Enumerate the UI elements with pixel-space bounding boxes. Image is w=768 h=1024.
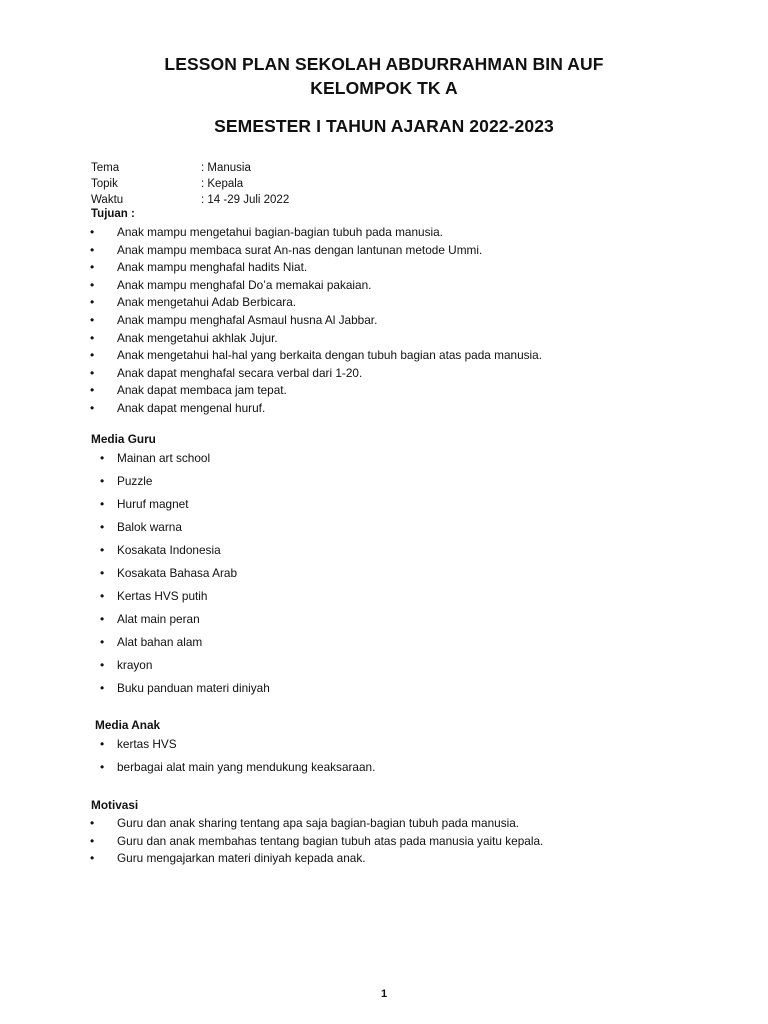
meta-value: : 14 -29 Juli 2022 [201, 194, 290, 206]
media-guru-heading: Media Guru [91, 432, 156, 446]
list-item: • Anak mampu menghafal hadits Niat. [117, 259, 542, 277]
meta-key: Topik [91, 178, 118, 190]
meta-row-tema [91, 160, 289, 176]
media-guru-list [117, 449, 270, 702]
list-item: • Anak dapat mengenal huruf. [117, 400, 542, 418]
list-item: • Puzzle [117, 472, 270, 495]
list-item: • Huruf magnet [117, 495, 270, 518]
list-item: • Balok warna [117, 518, 270, 541]
motivasi-list [117, 815, 543, 868]
tujuan-list [117, 224, 542, 418]
list-item: • Anak mengetahui hal-hal yang berkaita dengan tubuh bagian atas pada manusia. [117, 347, 542, 365]
media-anak-list [117, 735, 375, 781]
lesson-meta [91, 160, 289, 208]
list-item: • Alat main peran [117, 610, 270, 633]
title-line-group: KELOMPOK TK A [310, 78, 458, 98]
media-anak-heading: Media Anak [95, 718, 161, 732]
meta-row-topik [91, 176, 289, 192]
list-item: • Anak dapat membaca jam tepat. [117, 382, 542, 400]
list-item: • Anak mampu membaca surat An-nas dengan lantunan metode Ummi. [117, 242, 542, 260]
list-item: • Guru dan anak membahas tentang bagian tubuh atas pada manusia yaitu kepala. [117, 833, 543, 851]
document-title [0, 52, 768, 138]
list-item: • Mainan art school [117, 449, 270, 472]
page-number: 1 [380, 988, 388, 1000]
list-item: • Kertas HVS putih [117, 587, 270, 610]
list-item: • kertas HVS [117, 735, 375, 758]
list-item: • berbagai alat main yang mendukung keaksaraan. [117, 758, 375, 781]
list-item: • Anak mampu mengetahui bagian-bagian tubuh pada manusia. [117, 224, 542, 242]
list-item: • Guru dan anak sharing tentang apa saja bagian-bagian tubuh pada manusia. [117, 815, 543, 833]
title-line-school: LESSON PLAN SEKOLAH ABDURRAHMAN BIN AUF [164, 54, 604, 74]
list-item: • Anak mampu menghafal Do’a memakai pakaian. [117, 277, 542, 295]
motivasi-heading: Motivasi [91, 798, 139, 812]
list-item: • Anak mengetahui Adab Berbicara. [117, 294, 542, 312]
list-item: • krayon [117, 656, 270, 679]
list-item: • Kosakata Indonesia [117, 541, 270, 564]
list-item: • Kosakata Bahasa Arab [117, 564, 270, 587]
tujuan-heading: Tujuan : [91, 208, 135, 220]
list-item: • Buku panduan materi diniyah [117, 679, 270, 702]
meta-value: : Manusia [201, 162, 251, 174]
list-item: • Anak dapat menghafal secara verbal dari 1-20. [117, 365, 542, 383]
meta-row-waktu [91, 192, 289, 208]
list-item: • Anak mengetahui akhlak Jujur. [117, 330, 542, 348]
list-item: • Alat bahan alam [117, 633, 270, 656]
meta-key: Waktu [91, 194, 124, 206]
list-item: • Guru mengajarkan materi diniyah kepada anak. [117, 850, 543, 868]
title-line-semester: SEMESTER I TAHUN AJARAN 2022-2023 [214, 116, 554, 136]
list-item: • Anak mampu menghafal Asmaul husna Al Jabbar. [117, 312, 542, 330]
meta-key: Tema [91, 162, 120, 174]
meta-value: : Kepala [201, 178, 244, 190]
